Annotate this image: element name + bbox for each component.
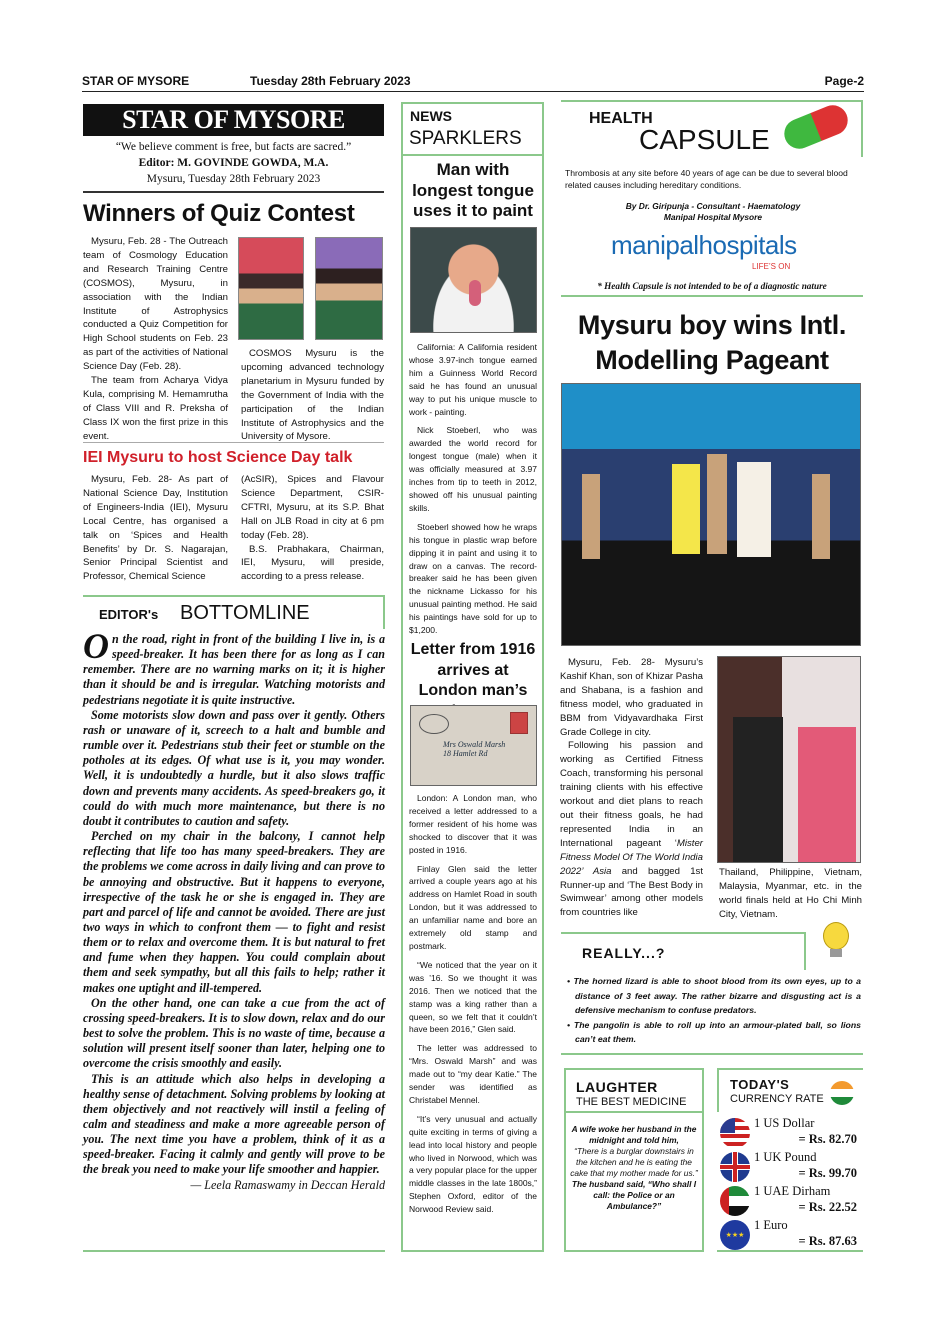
dropcap: O [83,626,109,666]
editorial-credit: — Leela Ramaswamy in Deccan Herald [190,1177,385,1192]
health-label: HEALTH [589,110,653,127]
sparklers-label: SPARKLERS [409,128,522,149]
health-byline-1: By Dr. Giripunja - Consultant - Haematology [625,201,801,211]
fact-1: The horned lizard is able to shoot blood from its own eyes, up to a distance of 3 feet away. The rather bizarre and disgusting act is a defensive mechanism to confuse predators. [573,976,861,1016]
health-label-box [561,100,863,157]
model-para: Following his passion and working as Certified Fitness Coach, transforming his personal training clients with his effective workout and diet plans to reach out their fitness goals, he had represented India in an International pageant ‘ [560,740,703,849]
rate-value: = Rs. 99.70 [798,1166,857,1180]
rate-gbp [720,1150,861,1184]
rate-name: 1 UAE Dirham [754,1184,831,1198]
joke-line: “There is a burglar downstairs in the kitchen and he is eating the cake that my mother made for us.” [570,1146,698,1178]
editorial-para: Perched on my chair in the balcony, I cannot help reflecting that life too has many speed-breakers. They are the problems we come across in daily living and can prove to be annoying and obstructive. But it happens to everyone, irrespective of the task he or she is engaged in. They are part and parcel of life and cannot be avoided. There are just two ways in which to confront them — to fight and resist them or to relax and overcome them. It is but natural to fret and fume when they happen. You could complain about them and seek sympathy, but all this fails to help; rather it makes one uptight and ill-tempered. [83,829,385,995]
joke-line: The husband said, “Who shall I call: the Police or an Ambulance?” [571,1179,697,1211]
winner-crowned-photo [717,656,861,863]
iei-headline: IEI Mysuru to host Science Day talk [83,449,353,466]
rate-value: = Rs. 82.70 [798,1132,857,1146]
best-medicine-label: THE BEST MEDICINE [576,1096,687,1108]
india-flag-icon [830,1081,854,1105]
capsule-icon [780,101,852,154]
us-flag-icon [720,1118,750,1148]
editor-label-box [83,595,385,629]
tongue-para: Nick Stoeberl, who was awarded the world record for longest tongue (male) when it was officially measured at 3.97 inches from tip to teeth in 2012, showed off his unusual painting skills. [409,425,537,513]
rate-name: 1 Euro [754,1218,788,1232]
tongue-headline: Man with longest tongue uses it to paint [412,160,534,220]
quiz-para: Mysuru, Feb. 28 - The Outreach team of Cosmology Education and Research Training Centre (COSMOS), Mysuru, in association with the Indian Institute of Astrophysics conducted a Quiz Competition for High School students on Feb. 23 as part of the activities of National Science Day (Feb. 28). [83,236,228,373]
iei-para: (AcSIR), Spices and Flavour Science Department, CSIR-CFTRI, Mysuru, at its S.P. Bhat Hall on JLB Road in city at 6 pm today (Feb. 28). [241,474,384,541]
quiz-text [83,235,228,444]
editorial-para: n the road, right in front of the building I live in, is a speed-breaker. It has been there for as long as I can remember. There are no warning marks on it; it is higher than it should be and is irregular. Watching motorists and pedestrians negotiate it is quite instructive. [83,632,385,707]
currency-list [720,1116,861,1252]
lightbulb-icon [817,922,855,968]
motto: “We believe comment is free, but facts are sacred.” [115,141,352,153]
quiz-para: The team from Acharya Vidya Kula, comprising M. Hemamrutha of Class VIII and R. Preksha of Class IX won the first prize in this event. [83,375,228,442]
editorial-para: On the other hand, one can take a cue from the act of crossing speed-breakers. It is to slow down, relax and do our best to solve the problem. This is no waste of time, because a solution will present itself sooner than later, helping one to overcome the crisis smoothly and easily. [83,995,385,1071]
page-header [82,74,864,92]
model-pageant-name: Mister Fitness Model Of The World India 2022’ Asia [560,837,703,877]
model-text-col2: Thailand, Philippine, Vietnam, Malaysia, Myanmar, etc. in the world finals held at Ho Chi Minh City, Vietnam. [719,867,862,920]
really-label-box [561,932,806,970]
health-note: * Health Capsule is not intended to be of a diagnostic nature [597,281,827,291]
rate-usd [720,1116,861,1150]
quiz-text-col2: COSMOS Mysuru is the upcoming advanced technology planetarium in Mysuru funded by the Government of India with the participation of the Indian Institute of Astrophysics and the University of Mysore. [241,348,384,443]
masthead-title: STAR OF MYSORE [83,104,384,136]
currency-rate-label: CURRENCY RATE [730,1093,824,1105]
letter-para: “It’s very unusual and actually quite exciting in terms of giving a lead into local history and people who lived in Norwood, which was a very popular place for the upper middle classes in the late 1800s,” Stephen Oxford, editor of the Norwood Review said. [409,1113,537,1215]
tongue-text [409,341,537,637]
rate-name: 1 UK Pound [754,1150,817,1164]
manipal-logo: manipalhospitals [611,230,797,260]
rate-value: = Rs. 87.63 [798,1234,857,1248]
winner-photo-1 [238,237,304,340]
joke-text [568,1124,700,1212]
model-text [560,656,703,920]
manipal-tagline: LIFE’S ON [752,262,791,271]
editorial-para: Some motorists slow down and pass over it gently. Others rash or unaware of it, screech to a halt and bumble and rumble over it. Pedestrians stub their feet or stumble on the potholes at its edges. Of what use is it, you may wonder. Well, it is undoubtedly a hurdle, but it also slows traffic down and prevents many accidents. As speed-breakers go, it could do with much more maintenance, but there is no doubt it contributes to caution and safety. [83,707,385,828]
letter-text [409,792,537,1216]
rate-aed [720,1184,861,1218]
envelope-address: Mrs Oswald Marsh 18 Hamlet Rd [443,740,506,758]
health-text: Thrombosis at any site before 40 years of age can be due to several blood related causes including hereditary conditions. [565,168,848,190]
model-para: Mysuru, Feb. 28- Mysuru’s Kashif Khan, son of Khizar Pasha and Shabana, is a fashion and fitness model, who graduated in BBM from Vidyavardhaka First Grade College in city. [560,657,703,738]
editorial-para: This is an attitude which also helps in developing a healthy sense of detachment. Solving problems by looking at them objectively and not reactively will instil a feeling of calm and steadiness and make a more agreeable person of you. The next time you have a problem, think of it as a speed-breaker. Facing it calmly and gently will prove to be the break you need to make your life smoother and happier. [83,1071,385,1177]
letter-photo [410,705,537,786]
editor-label: EDITOR's [99,607,159,622]
currency-label-box [717,1068,863,1112]
iei-para: B.S. Prabhakara, Chairman, IEI, Mysuru, will preside, according to a press release. [241,543,384,583]
model-headline: Mysuru boy wins Intl. Modelling Pageant [577,310,847,375]
winner-photo-2 [315,237,383,340]
iei-text: Mysuru, Feb. 28- As part of National Science Day, Institution of Engineers-India (IEI), Mysuru Local Centre, has organised a talk on ‘Spices and Health Benefits’ by Dr. S. Nagarajan, Senior Principal Scientist and Professor, Chemical Science [83,474,228,583]
editor-line: Editor: M. GOVINDE GOWDA, M.A. [138,157,329,169]
laughter-label: LAUGHTER [576,1079,658,1095]
health-byline [565,201,861,223]
masthead [83,139,384,187]
really-facts: • The horned lizard is able to shoot blood from its own eyes, up to a distance of 3 feet away. The rather bizarre and disgusting act is a defensive mechanism to confuse predators. • The pangolin is able to roll up into an armour-plated ball, so lions can’t eat them. [567,976,861,1045]
dateline: Mysuru, Tuesday 28th February 2023 [146,173,321,185]
eu-flag-icon: ★★★ [720,1220,750,1250]
capsule-label: CAPSULE [639,124,770,155]
todays-label: TODAY'S [730,1077,790,1092]
letter-para: The letter was addressed to “Mrs. Oswald Marsh” and was made out to “my dear Katie.” The sender was identified as Christabel Mennel. [409,1043,537,1105]
editorial-text [83,626,385,1193]
really-label: REALLY...? [582,945,666,961]
tongue-para: Stoeberl showed how he wraps his tongue in plastic wrap before dipping it in paint and using it to draw on a canvas. The record-breaker said he has been given the nickname Lickasso for his unusual painting method. He said his paintings have sold for up to $1,200. [409,521,537,636]
letter-para: Finlay Glen said the letter arrived a couple years ago at his address on Hamlet Road in south London, but it was addressed to an unfamiliar name and bore an extremely old stamp and postmark. [409,863,537,951]
letter-para: “We noticed that the year on it was ’16. So we thought it was 2016. Then we noticed that the stamp was a king rather than a queen, so we felt that it couldn’t have been 2016,” Glen said. [409,959,537,1035]
uae-flag-icon [720,1186,750,1216]
model-para: and bagged 1st Runner-up and ‘The Best Body in Swimwear’ among other models from countries like [560,865,703,919]
health-byline-2: Manipal Hospital Mysore [663,212,763,222]
issue-date: Tuesday 28th February 2023 [250,74,411,88]
pageant-stage-photo [561,383,861,646]
page-number: Page-2 [824,74,864,88]
tongue-para: California: A California resident whose 3.97-inch tongue earned him a Guinness World Record said he has found an unusual way to put his unique muscle to work - painting. [409,342,537,417]
joke-line: A wife woke her husband in the midnight and told him, [571,1124,697,1145]
rate-value: = Rs. 22.52 [798,1200,857,1214]
uk-flag-icon [720,1152,750,1182]
news-label: NEWS [410,108,452,124]
letter-para: London: A London man, who received a letter addressed to a former resident of his home was shocked to discover that it was posted in 1916. [409,793,537,855]
bottomline-label: BOTTOMLINE [180,602,310,624]
fact-2: The pangolin is able to roll up into an armour-plated ball, so lions can’t eat them. [573,1019,861,1045]
letter-headline: Letter from 1916 arrives at London man’s [410,641,536,699]
tongue-photo [410,227,537,333]
rate-name: 1 US Dollar [754,1116,815,1130]
iei-text-col2 [241,473,384,584]
paper-name: STAR OF MYSORE [82,74,190,88]
rate-eur [720,1218,861,1252]
quiz-headline: Winners of Quiz Contest [83,200,355,227]
